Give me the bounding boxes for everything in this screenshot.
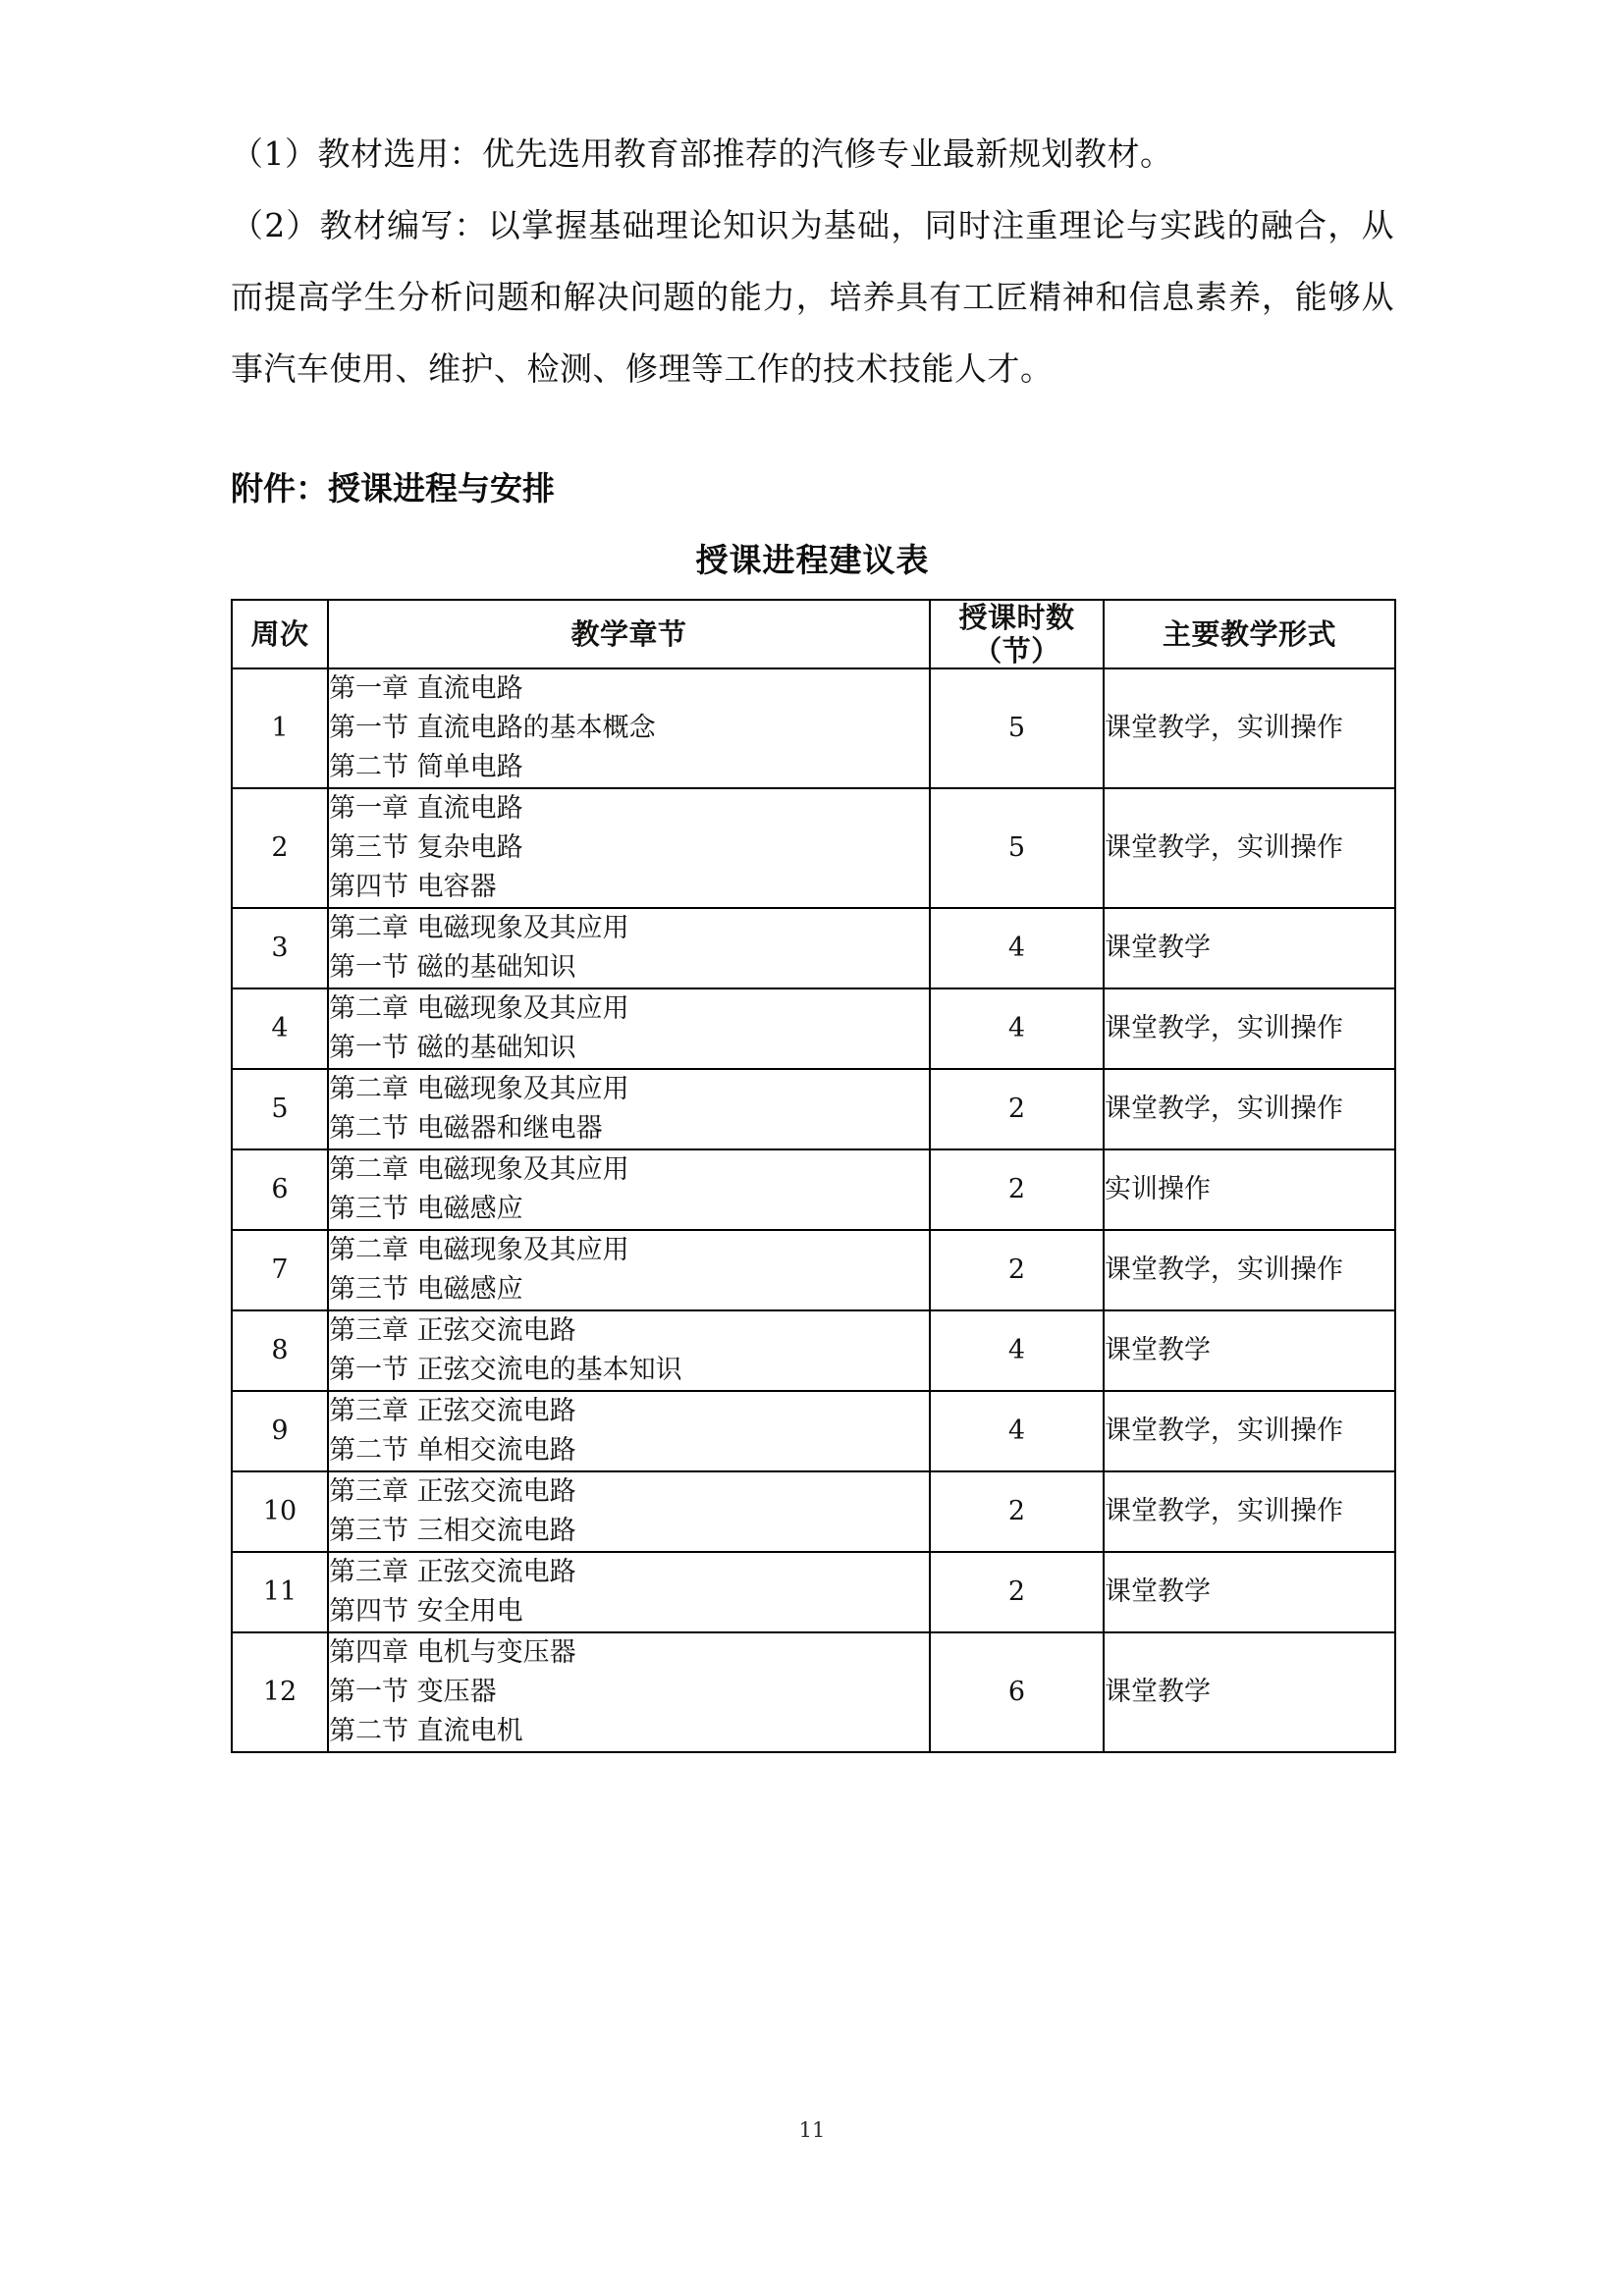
- paragraph-textbook-writing: （2）教材编写：以掌握基础理论知识为基础，同时注重理论与实践的融合，从而提高学生分析问题和解决问题的能力，培养具有工匠精神和信息素养，能够从事汽车使用、维护、检测、修理等工作的技术技能人才。: [231, 206, 1394, 388]
- cell-week: 10: [232, 1471, 328, 1552]
- cell-hours: 5: [930, 788, 1104, 908]
- cell-week: 6: [232, 1149, 328, 1230]
- cell-chapter: [328, 1632, 930, 1752]
- cell-form: 课堂教学，实训操作: [1104, 788, 1395, 908]
- cell-chapter: [328, 1069, 930, 1149]
- cell-form: 课堂教学，实训操作: [1104, 668, 1395, 788]
- table-row: [232, 908, 1395, 988]
- cell-chapter: [328, 1230, 930, 1310]
- cell-form: 课堂教学: [1104, 908, 1395, 988]
- cell-hours: 2: [930, 1552, 1104, 1632]
- table-row: [232, 1069, 1395, 1149]
- cell-form: 实训操作: [1104, 1149, 1395, 1230]
- table-row: [232, 1310, 1395, 1391]
- chapter-line: 第三节 电磁感应: [329, 1194, 523, 1224]
- table-row: [232, 1230, 1395, 1310]
- chapter-line: 第二章 电磁现象及其应用: [329, 1235, 629, 1265]
- table-title: 授课进程建议表: [695, 541, 930, 579]
- chapter-line: 第二章 电磁现象及其应用: [329, 993, 629, 1024]
- cell-hours: 4: [930, 1391, 1104, 1471]
- page-content: [231, 118, 1394, 1753]
- table-header-row: [232, 600, 1395, 668]
- table-row: [232, 788, 1395, 908]
- cell-week: 4: [232, 988, 328, 1069]
- chapter-line: 第二章 电磁现象及其应用: [329, 913, 629, 943]
- chapter-line: 第二章 电磁现象及其应用: [329, 1074, 629, 1104]
- column-header-hours-line2: （节）: [973, 634, 1060, 667]
- chapter-line: 第一节 磁的基础知识: [329, 952, 576, 983]
- cell-form: 课堂教学: [1104, 1632, 1395, 1752]
- chapter-line: 第一节 磁的基础知识: [329, 1033, 576, 1063]
- column-header-hours: [930, 600, 1104, 668]
- table-row: [232, 668, 1395, 788]
- chapter-line: 第三章 正弦交流电路: [329, 1315, 576, 1346]
- cell-chapter: [328, 1391, 930, 1471]
- cell-chapter: [328, 908, 930, 988]
- cell-week: 3: [232, 908, 328, 988]
- column-header-week: 周次: [232, 600, 328, 668]
- cell-week: 9: [232, 1391, 328, 1471]
- chapter-line: 第三节 电磁感应: [329, 1274, 523, 1305]
- chapter-line: 第三章 正弦交流电路: [329, 1557, 576, 1587]
- table-body: [232, 668, 1395, 1752]
- cell-week: 8: [232, 1310, 328, 1391]
- cell-hours: 2: [930, 1471, 1104, 1552]
- chapter-line: 第二节 单相交流电路: [329, 1435, 576, 1466]
- chapter-line: 第三章 正弦交流电路: [329, 1476, 576, 1507]
- cell-form: 课堂教学，实训操作: [1104, 1230, 1395, 1310]
- cell-form: 课堂教学，实训操作: [1104, 1069, 1395, 1149]
- cell-form: 课堂教学，实训操作: [1104, 988, 1395, 1069]
- column-header-form: 主要教学形式: [1104, 600, 1395, 668]
- chapter-line: 第一节 正弦交流电的基本知识: [329, 1355, 682, 1385]
- table-row: [232, 988, 1395, 1069]
- column-header-hours-line1: 授课时数: [958, 601, 1075, 634]
- footer-page-number: 11: [798, 2118, 826, 2142]
- cell-form: 课堂教学: [1104, 1310, 1395, 1391]
- chapter-line: 第四章 电机与变压器: [329, 1637, 576, 1668]
- schedule-table-wrapper: [231, 599, 1394, 1753]
- table-row: [232, 1471, 1395, 1552]
- table-row: [232, 1552, 1395, 1632]
- cell-hours: 5: [930, 668, 1104, 788]
- cell-chapter: [328, 668, 930, 788]
- teaching-schedule-table: [231, 599, 1396, 1753]
- chapter-line: 第一节 直流电路的基本概念: [329, 713, 656, 743]
- chapter-line: 第一章 直流电路: [329, 793, 523, 824]
- cell-form: 课堂教学，实训操作: [1104, 1471, 1395, 1552]
- cell-week: 11: [232, 1552, 328, 1632]
- cell-week: 5: [232, 1069, 328, 1149]
- cell-hours: 4: [930, 908, 1104, 988]
- column-header-chapter: 教学章节: [328, 600, 930, 668]
- cell-hours: 2: [930, 1069, 1104, 1149]
- cell-chapter: [328, 1552, 930, 1632]
- chapter-line: 第四节 安全用电: [329, 1596, 523, 1627]
- cell-week: 2: [232, 788, 328, 908]
- cell-hours: 4: [930, 1310, 1104, 1391]
- cell-chapter: [328, 788, 930, 908]
- chapter-line: 第二章 电磁现象及其应用: [329, 1154, 629, 1185]
- paragraph-textbook-selection: （1）教材选用：优先选用教育部推荐的汽修专业最新规划教材。: [231, 134, 1173, 173]
- cell-week: 12: [232, 1632, 328, 1752]
- cell-chapter: [328, 1310, 930, 1391]
- cell-hours: 2: [930, 1149, 1104, 1230]
- cell-hours: 2: [930, 1230, 1104, 1310]
- chapter-line: 第三节 三相交流电路: [329, 1516, 576, 1546]
- chapter-line: 第四节 电容器: [329, 872, 497, 902]
- chapter-line: 第二节 直流电机: [329, 1716, 523, 1746]
- chapter-line: 第三节 复杂电路: [329, 832, 523, 863]
- chapter-line: 第一节 变压器: [329, 1677, 497, 1707]
- cell-chapter: [328, 1149, 930, 1230]
- table-row: [232, 1149, 1395, 1230]
- cell-form: 课堂教学，实训操作: [1104, 1391, 1395, 1471]
- chapter-line: 第三章 正弦交流电路: [329, 1396, 576, 1426]
- cell-week: 1: [232, 668, 328, 788]
- chapter-line: 第二节 电磁器和继电器: [329, 1113, 603, 1144]
- cell-hours: 6: [930, 1632, 1104, 1752]
- cell-hours: 4: [930, 988, 1104, 1069]
- chapter-line: 第二节 简单电路: [329, 752, 523, 782]
- cell-chapter: [328, 1471, 930, 1552]
- table-row: [232, 1391, 1395, 1471]
- cell-chapter: [328, 988, 930, 1069]
- cell-week: 7: [232, 1230, 328, 1310]
- attachment-heading: 附件：授课进程与安排: [231, 469, 555, 507]
- table-header: [232, 600, 1395, 668]
- table-row: [232, 1632, 1395, 1752]
- cell-form: 课堂教学: [1104, 1552, 1395, 1632]
- chapter-line: 第一章 直流电路: [329, 673, 523, 704]
